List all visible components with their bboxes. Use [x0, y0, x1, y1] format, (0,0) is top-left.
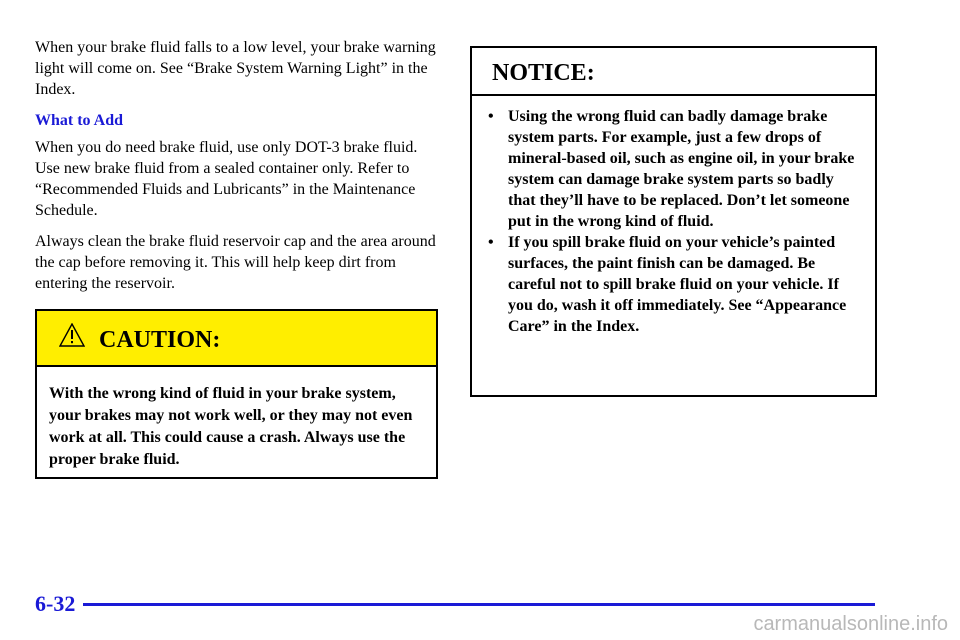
- what-to-add-heading: What to Add: [35, 112, 124, 129]
- caution-box: [35, 309, 438, 479]
- notice-item-wrong-fluid: [486, 106, 855, 232]
- notice-header: [472, 48, 875, 96]
- footer-rule: [83, 603, 875, 606]
- notice-item-text: If you spill brake fluid on your vehicle’s painted surfaces, the paint finish can be damaged. Be careful not to spill brake fluid on your vehicle. If you do, wash it off immediately. See “Appearance Care” in the Index.: [508, 234, 847, 335]
- notice-title: NOTICE:: [492, 60, 595, 86]
- caution-title: CAUTION:: [99, 327, 221, 353]
- main-text-column: [35, 37, 445, 304]
- page-number: 6-32: [35, 591, 76, 616]
- caution-body: With the wrong kind of fluid in your brake system, your brakes may not work well, or they may not even work at all. This could cause a crash. Always use the proper brake fluid.: [49, 385, 413, 468]
- bullet-icon: •: [488, 108, 494, 125]
- clean-reservoir-paragraph: Always clean the brake fluid reservoir cap and the area around the cap before removing it. This will help keep dirt from entering the reservoir.: [35, 233, 436, 292]
- watermark: carmanualsonline.info: [753, 613, 948, 635]
- notice-list: [472, 96, 875, 337]
- bullet-icon: •: [488, 234, 494, 251]
- notice-item-spill: [486, 232, 855, 337]
- brake-fluid-low-paragraph: When your brake fluid falls to a low level, your brake warning light will come on. See “Brake System Warning Light” in the Index.: [35, 39, 436, 98]
- dot3-fluid-paragraph: When you do need brake fluid, use only DOT-3 brake fluid. Use new brake fluid from a sealed container only. Refer to “Recommended Fluids and Lubricants” in the Maintenance Schedule.: [35, 139, 418, 219]
- notice-item-text: Using the wrong fluid can badly damage brake system parts. For example, just a few drops of mineral-based oil, such as engine oil, in your brake system can damage brake system parts so badly that they’ll have to be replaced. Don’t let someone put in the wrong kind of fluid.: [508, 108, 855, 230]
- caution-header: [37, 311, 436, 367]
- notice-box: [470, 46, 877, 397]
- warning-triangle-icon: [59, 323, 85, 347]
